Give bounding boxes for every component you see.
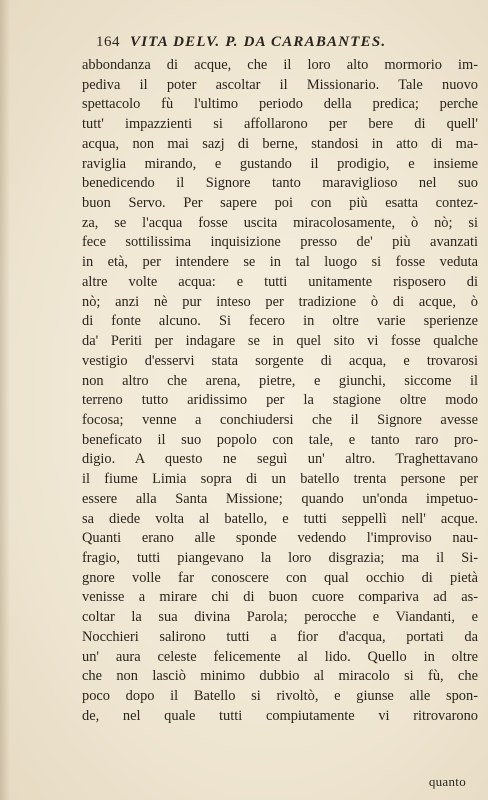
text-line: Nocchieri salirono tutti a fior d'acqua, portati da	[82, 628, 478, 645]
running-head-title: VITA DELV. P. DA CARABANTES.	[130, 34, 387, 50]
text-line: digio. A questo ne seguì un' altro. Traghettavano	[82, 451, 478, 468]
text-line: abbondanza di acque, che il loro alto mormorio im-	[82, 57, 478, 73]
text-line: in età, per intendere se in tal luogo si fosse veduta	[82, 254, 478, 271]
text-line: che non lasciò minimo dubbio al miracolo si fù, che	[82, 668, 478, 685]
text-line: Quanti erano alle sponde vedendo l'improviso nau-	[82, 530, 478, 547]
text-line: fece sottilissima inquisizione presso de' più avanzati	[82, 234, 478, 251]
text-line: fragio, tutti piangevano la loro disgrazia; ma il Si-	[82, 549, 478, 566]
body-text	[82, 56, 478, 726]
text-line: terreno tutto aridissimo per la stagione oltre modo	[82, 392, 478, 409]
text-line: pediva il poter ascoltar il Missionario. Tale nuovo	[82, 76, 478, 93]
text-line: acqua, non mai sazj di berne, standosi in atto di ma-	[82, 135, 478, 152]
text-line: gnore volle far conoscere con qual occhio di pietà	[82, 569, 478, 586]
text-line: altre volte acqua: e tutti unitamente risposero di	[82, 273, 478, 290]
text-line: focosa; venne a conchiudersi che il Signore avesse	[82, 411, 478, 428]
text-line: vestigio d'esservi stata sorgente di acqua, e trovarosi	[82, 352, 478, 369]
text-line: de, nel quale tutti compiutamente vi ritrovarono	[82, 707, 478, 724]
page-number: 164	[96, 34, 120, 50]
text-line: poco dopo il Batello si rivoltò, e giunse alle spon-	[82, 688, 478, 704]
text-line: za, se l'acqua fosse uscita miracolosamente, ò nò; si	[82, 214, 478, 231]
text-line: sa diede volta al batello, e tutti seppellì nell' acque.	[82, 510, 478, 527]
text-line: non altro che arena, pietre, e giunchi, siccome il	[82, 372, 478, 389]
running-head	[96, 34, 468, 51]
text-line: tutt' impazzienti si affollarono per bere di quell'	[82, 116, 478, 133]
text-line: benedicendo il Signore tanto maraviglioso nel suo	[82, 175, 478, 192]
text-line: spettacolo fù l'ultimo periodo della predica; perche	[82, 96, 478, 113]
text-line: raviglia mirando, e gustando il prodigio, e insieme	[82, 155, 478, 172]
catchword: quanto	[428, 774, 466, 789]
text-line: essere alla Santa Missione; quando un'onda impetuo-	[82, 490, 478, 507]
text-line: un' aura celeste felicemente al lido. Quello in oltre	[82, 648, 478, 665]
text-line: buon Servo. Per sapere poi con più esatta contez-	[82, 195, 478, 212]
text-line: coltar la sua divina Parola; perocche e Viandanti, e	[82, 609, 478, 626]
text-line: venisse a mirare chi di buon cuore compariva ad as-	[82, 589, 478, 606]
text-line: il fiume Limia sopra di un batello trenta persone per	[82, 471, 478, 488]
text-line: beneficato il suo popolo con tale, e tanto raro pro-	[82, 431, 478, 448]
text-line: da' Periti per indagare se in quel sito vi fosse qualche	[82, 333, 478, 350]
text-line: nò; anzi nè pur inteso per tradizione ò di acque, ò	[82, 293, 478, 310]
text-line: di fonte alcuno. Si fecero in oltre varie sperienze	[82, 313, 478, 330]
binding-shadow	[0, 0, 10, 800]
